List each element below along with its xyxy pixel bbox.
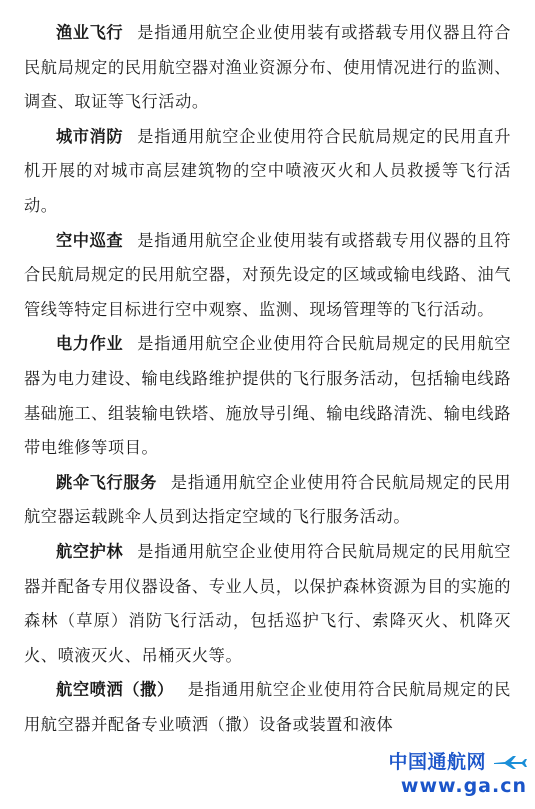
entry-term: 跳伞飞行服务 [56,472,157,492]
entry-aerial-patrol [24,224,511,328]
entry-term: 空中巡查 [56,230,124,250]
entry-aerial-spraying [24,673,511,742]
entry-fishery-flight [24,16,511,120]
entry-definition: 是指通用航空企业使用符合民航局规定的民用直升机开展的对城市高层建筑物的空中喷液灭火和人员救援等飞行活动。 [24,126,511,215]
site-watermark [347,751,527,803]
entry-city-firefighting [24,120,511,224]
entry-definition: 是指通用航空企业使用符合民航局规定的民用航空器为电力建设、输电线路维护提供的飞行服务活动，包括输电线路基础施工、组装输电铁塔、施放导引绳、输电线路清洗、输电线路带电维修等项目。 [24,334,511,458]
watermark-url: www.ga.cn [347,774,527,798]
entry-definition: 是指通用航空企业使用符合民航局规定的民用航空器并配备专业喷洒（撒）设备或装置和液体 [24,680,511,734]
entry-parachute-service [24,466,511,535]
entry-definition: 是指通用航空企业使用符合民航局规定的民用航空器运载跳伞人员到达指定空域的飞行服务活动。 [24,472,512,527]
entry-definition: 是指通用航空企业使用装有或搭载专用仪器且符合民航局规定的民用航空器对渔业资源分布、使用情况进行的监测、调查、取证等飞行活动。 [24,23,511,112]
entry-term: 城市消防 [56,126,124,146]
entry-term: 航空喷洒（撒） [56,680,174,700]
watermark-site-name: 中国通航网 [385,751,489,773]
entry-definition: 是指通用航空企业使用符合民航局规定的民用航空器并配备专用仪器设备、专业人员，以保护森林资源为目的实施的森林（草原）消防飞行活动，包括巡护飞行、索降灭火、机降灭火、喷液灭火、吊桶灭火等。 [24,541,511,665]
airplane-icon [493,754,527,774]
entry-definition: 是指通用航空企业使用装有或搭载专用仪器的且符合民航局规定的民用航空器，对预先设定的区域或输电线路、油气管线等特定目标进行空中观察、监测、现场管理等的飞行活动。 [24,230,511,319]
entry-term: 电力作业 [56,334,124,354]
entry-term: 航空护林 [56,541,124,561]
entry-term: 渔业飞行 [56,23,124,42]
entry-power-operations [24,327,511,465]
entry-forest-protection [24,535,511,673]
